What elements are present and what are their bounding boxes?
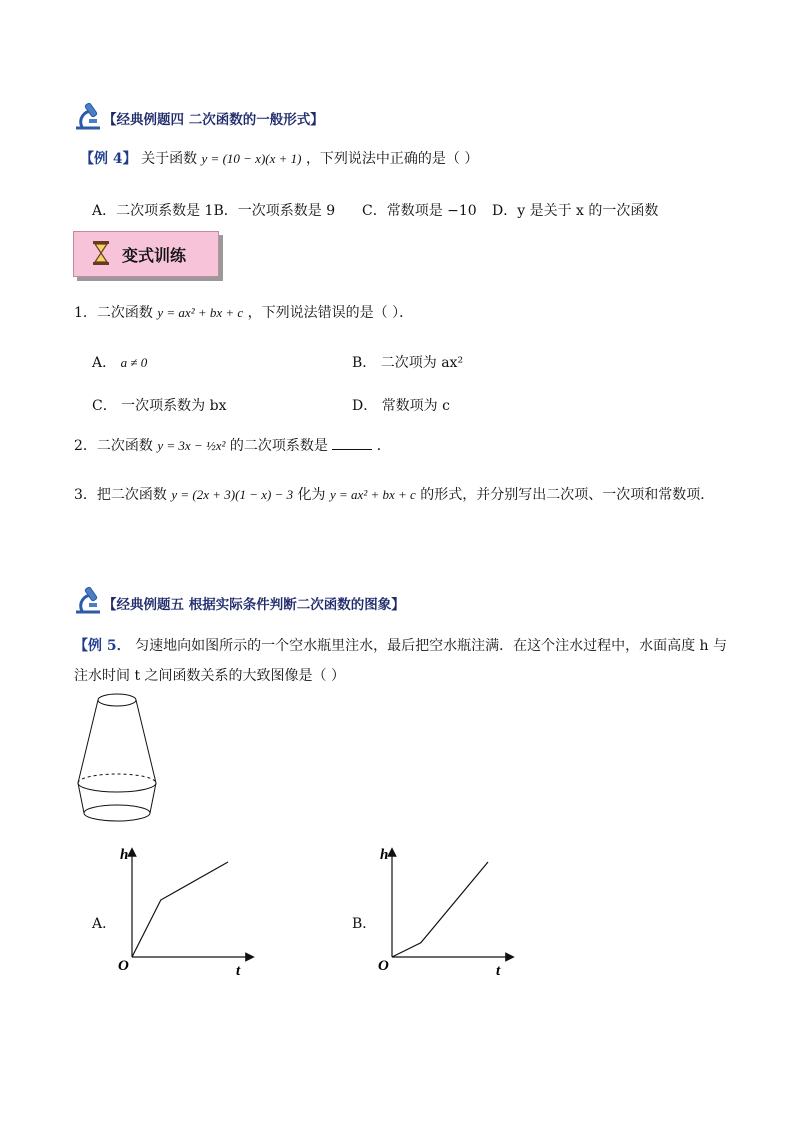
- q3-suffix: 的形式，并分别写出二次项、一次项和常数项．: [420, 487, 715, 503]
- q2-suffix: 的二次项系数是: [229, 438, 328, 454]
- option-c[interactable]: C．常数项是 −10: [362, 203, 477, 219]
- question-2: [74, 435, 391, 455]
- q3-prefix: 3．把二次函数: [74, 487, 167, 503]
- graph-a: [110, 842, 260, 977]
- graph-a-option[interactable]: A．: [92, 916, 117, 932]
- q1-option-b-label: B．: [352, 355, 377, 371]
- q1-option-c-label: C．: [92, 398, 117, 414]
- q1-suffix: ，下列说法错误的是（ ）．: [247, 305, 414, 321]
- q1-option-b-text: 二次项为 ax²: [380, 355, 464, 371]
- q1-option-d-label: D．: [352, 398, 378, 414]
- graph-a-x-label: t: [236, 963, 241, 977]
- q1-option-c-text: 一次项系数为 bx: [121, 398, 227, 414]
- graph-a-y-label: h: [120, 847, 129, 863]
- example-suffix: ，下列说法中正确的是（ ）: [305, 151, 479, 167]
- microscope-icon: [72, 101, 104, 131]
- example-tag: 【例 4】: [80, 151, 137, 167]
- q3-formula-2: y = ax² + bx + c: [330, 487, 416, 502]
- q1-formula: y = ax² + bx + c: [157, 305, 244, 320]
- q1-option-d-text: 常数项为 c: [381, 398, 450, 414]
- q2-end: ．: [376, 438, 391, 454]
- option-a[interactable]: A．二次项系数是 1B．一次项系数是 9: [92, 203, 336, 219]
- bottle-illustration: [72, 688, 162, 828]
- training-banner: [73, 231, 219, 277]
- example-5-tag: 【例 5．: [74, 638, 131, 654]
- q1-prefix: 1．二次函数: [74, 305, 153, 321]
- q1-option-a[interactable]: [92, 352, 147, 372]
- q1-option-a-text: a ≠ 0: [120, 355, 148, 370]
- q3-middle: 化为: [297, 487, 326, 503]
- graph-b: [370, 842, 520, 977]
- training-label: 变式训练: [122, 246, 187, 265]
- hourglass-icon: [92, 241, 110, 265]
- q1-option-d[interactable]: [352, 395, 450, 415]
- q1-option-a-label: A．: [92, 355, 117, 371]
- question-1: [74, 302, 413, 322]
- q2-prefix: 2．二次函数: [74, 438, 153, 454]
- example-4: [80, 148, 478, 168]
- q3-formula-1: y = (2x + 3)(1 − x) − 3: [171, 487, 294, 502]
- graph-a-origin: O: [118, 958, 129, 974]
- example-formula: y = (10 − x)(x + 1): [201, 151, 302, 166]
- q1-option-b[interactable]: [352, 352, 463, 372]
- graph-b-y-label: h: [380, 847, 389, 863]
- example-5-line-2: 注水时间 t 之间函数关系的大致图像是（ ）: [74, 668, 345, 684]
- q2-answer-blank[interactable]: [332, 448, 372, 450]
- section-4-title: 【经典例题四 二次函数的一般形式】: [103, 112, 324, 128]
- question-3: [74, 484, 714, 504]
- q1-option-c[interactable]: [92, 395, 226, 415]
- graph-b-origin: O: [378, 958, 389, 974]
- option-d[interactable]: D．y 是关于 x 的一次函数: [492, 203, 659, 219]
- example-prefix: 关于函数: [141, 151, 198, 167]
- graph-a-line: [132, 862, 228, 957]
- graph-b-line: [392, 862, 488, 957]
- microscope-icon: [72, 585, 104, 615]
- graph-b-option[interactable]: B．: [352, 916, 377, 932]
- q2-formula: y = 3x − ½x²: [157, 438, 226, 453]
- example-5-line-1: [74, 635, 727, 655]
- section-5-title: 【经典例题五 根据实际条件判断二次函数的图象】: [103, 597, 405, 613]
- example-5-text-1: 匀速地向如图所示的一个空水瓶里注水，最后把空水瓶注满．在这个注水过程中，水面高度 h 与: [135, 638, 727, 654]
- graph-b-x-label: t: [496, 963, 501, 977]
